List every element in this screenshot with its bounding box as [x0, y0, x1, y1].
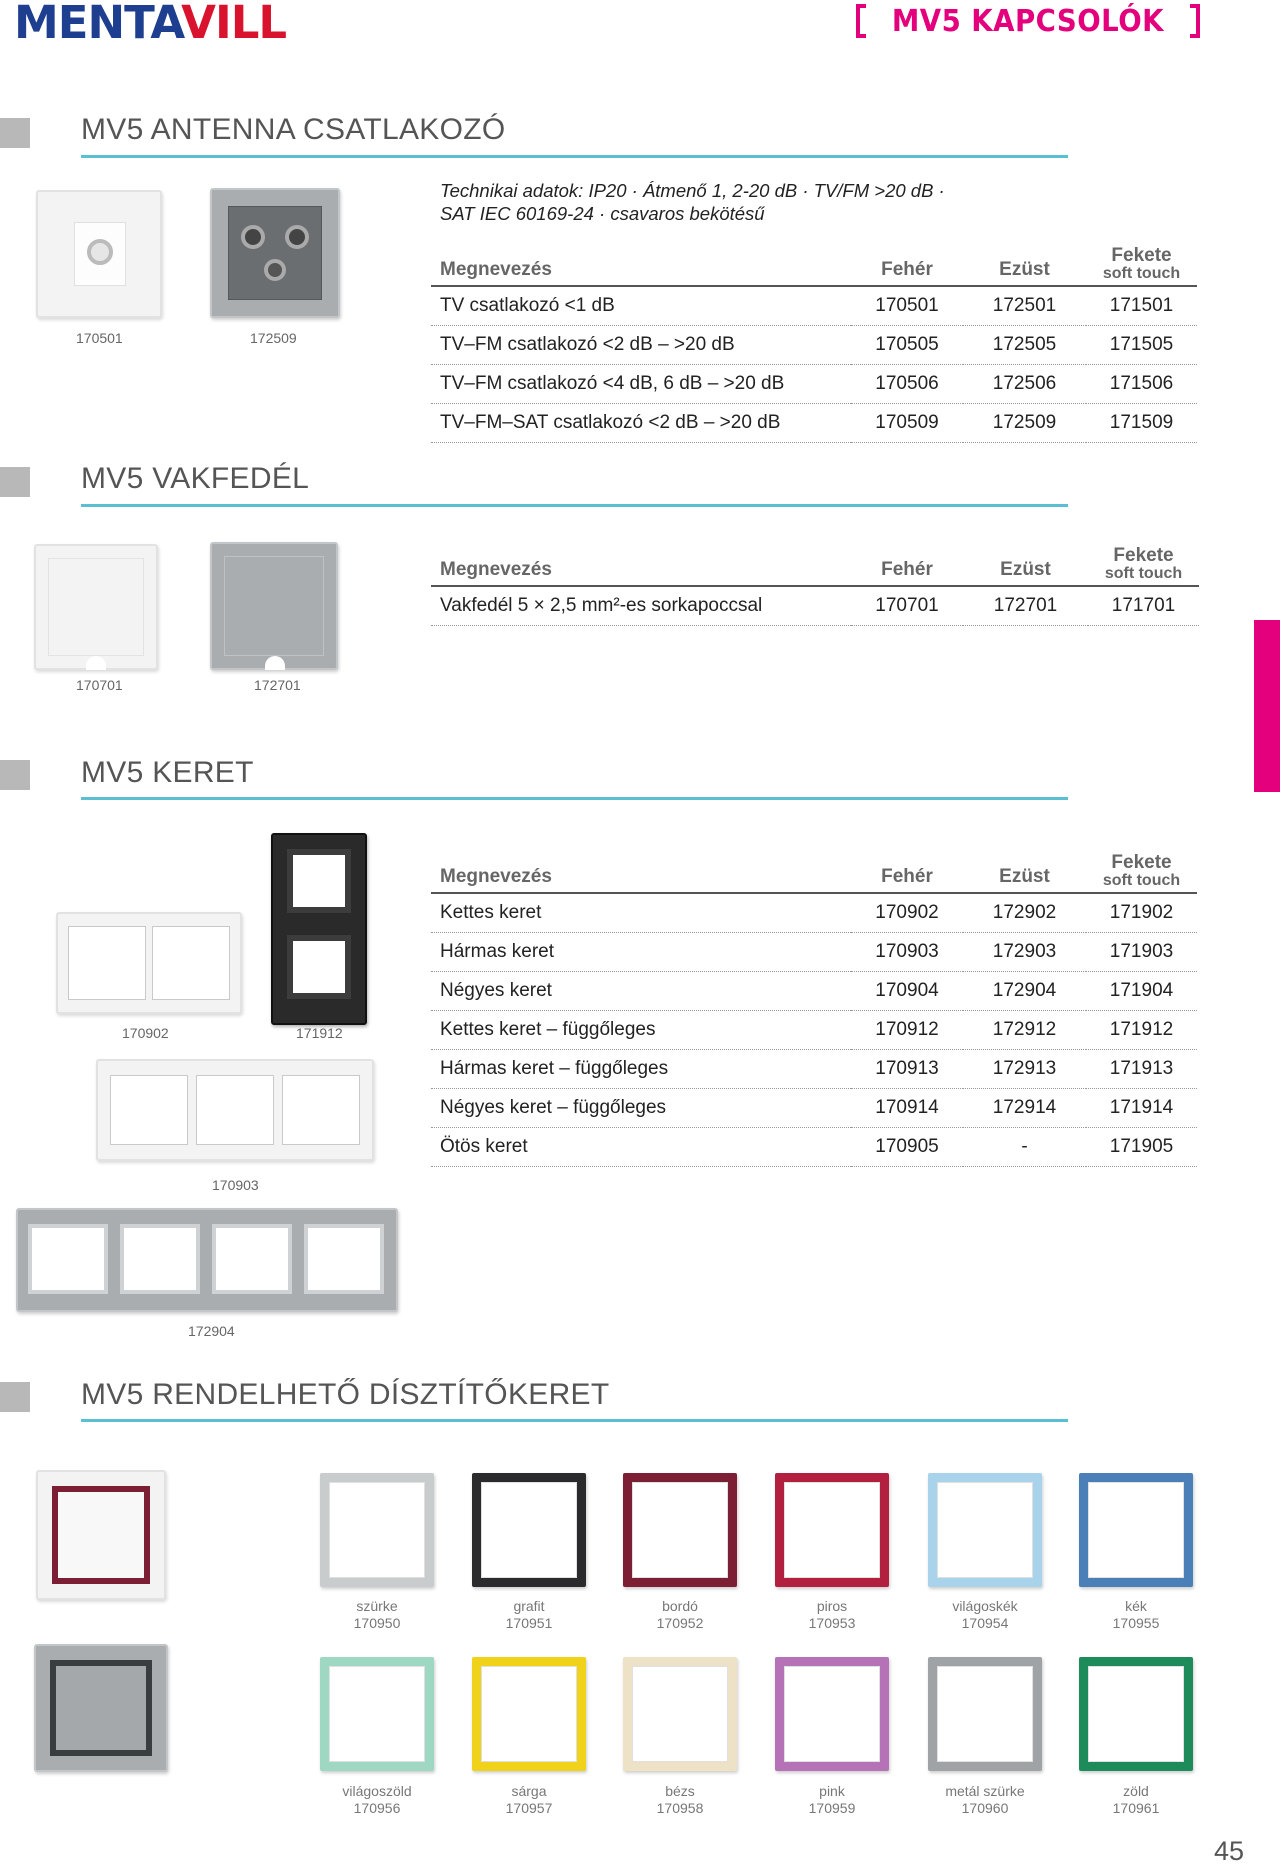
table-row: [431, 1128, 1197, 1167]
brand-logo-part2: VILL: [181, 0, 287, 49]
cell-code: -: [963, 1128, 1086, 1167]
decorative-frame-color-name: grafit: [513, 1598, 545, 1614]
decorative-frame-caption: [1066, 1598, 1206, 1632]
table-row: [431, 1050, 1197, 1089]
table-row: [431, 1089, 1197, 1128]
decorative-frame-color-name: metál szürke: [945, 1783, 1025, 1799]
image-caption: 172904: [188, 1323, 235, 1339]
table-row: [431, 972, 1197, 1011]
cell-code: 170912: [851, 1011, 963, 1050]
product-image-blank-white: [34, 544, 158, 670]
cell-name: Kettes keret – függőleges: [431, 1011, 851, 1050]
decorative-frame-code: 170960: [961, 1800, 1009, 1816]
product-image-frame-2-black-vertical: [271, 833, 367, 1025]
section-title-vakfedel: MV5 VAKFEDÉL: [81, 462, 310, 495]
cell-code: 171904: [1086, 972, 1197, 1011]
cell-code: 171506: [1086, 365, 1197, 404]
decorative-frame-code: 170950: [353, 1615, 401, 1631]
cell-code: 171914: [1086, 1089, 1197, 1128]
decorative-frame-color-name: sárga: [511, 1783, 547, 1799]
col-header-white: Fehér: [851, 245, 963, 286]
decorative-frame-code: 170957: [505, 1800, 553, 1816]
col-header-name: Megnevezés: [431, 852, 851, 893]
cell-name: Négyes keret – függőleges: [431, 1089, 851, 1128]
decorative-frame-caption: [307, 1783, 447, 1817]
decorative-frame-swatch: [775, 1657, 889, 1771]
col-header-silver: Ezüst: [963, 852, 1086, 893]
cell-code: 172902: [963, 893, 1086, 933]
product-image-frame-4-silver: [16, 1208, 398, 1312]
cell-code: 172701: [963, 586, 1088, 626]
cell-name: TV csatlakozó <1 dB: [431, 286, 851, 326]
decorative-frame-code: 170956: [353, 1800, 401, 1816]
decorative-frame-color-name: bézs: [665, 1783, 695, 1799]
decorative-frame-caption: [762, 1598, 902, 1632]
decorative-frame-caption: [610, 1598, 750, 1632]
cell-code: 170506: [851, 365, 963, 404]
cell-code: 172904: [963, 972, 1086, 1011]
decorative-frame-swatch: [1079, 1657, 1193, 1771]
section-marker: [0, 1382, 30, 1412]
decorative-frame-color-name: piros: [816, 1598, 848, 1614]
product-image-antenna-white: [36, 190, 162, 318]
col-header-black-label: Fekete: [1111, 245, 1172, 266]
image-caption: 170501: [76, 330, 123, 346]
table-row: [431, 326, 1197, 365]
cell-code: 171509: [1086, 404, 1197, 443]
decorative-frame-swatch: [472, 1657, 586, 1771]
decorative-frame-color-name: szürke: [356, 1598, 398, 1614]
cell-code: 170904: [851, 972, 963, 1011]
cell-name: Ötös keret: [431, 1128, 851, 1167]
cell-code: 170701: [851, 586, 963, 626]
table-row: [431, 933, 1197, 972]
col-header-black: [1088, 545, 1199, 586]
cell-code: 170501: [851, 286, 963, 326]
antenna-table: [431, 245, 1197, 443]
decorative-frame-color-name: kék: [1125, 1598, 1147, 1614]
cell-code: 171905: [1086, 1128, 1197, 1167]
section-rule: [81, 797, 1068, 800]
image-caption: 172701: [254, 677, 301, 693]
col-header-black-sub: soft touch: [1102, 265, 1181, 282]
section-title-keret: MV5 KERET: [81, 756, 254, 789]
technical-data-line: SAT IEC 60169-24 · csavaros bekötésű: [440, 203, 765, 224]
cell-code: 172913: [963, 1050, 1086, 1089]
decorative-frame-caption: [459, 1598, 599, 1632]
image-caption: 171912: [296, 1025, 343, 1041]
cell-code: 172501: [963, 286, 1086, 326]
cell-code: 170509: [851, 404, 963, 443]
col-header-black: [1086, 245, 1197, 286]
decorative-frame-swatch: [775, 1473, 889, 1587]
decorative-frame-color-name: zöld: [1123, 1783, 1149, 1799]
cell-code: 170905: [851, 1128, 963, 1167]
decorative-frame-caption: [915, 1783, 1055, 1817]
brand-logo: [14, 0, 287, 49]
bracket-left: [856, 4, 866, 38]
cell-name: TV–FM–SAT csatlakozó <2 dB – >20 dB: [431, 404, 851, 443]
table-row: [431, 893, 1197, 933]
brand-logo-part1: MENTA: [14, 0, 182, 49]
section-title-decorative-frames: MV5 RENDELHETŐ DÍSZTÍTŐKERET: [81, 1378, 610, 1411]
decorative-frame-swatch: [1079, 1473, 1193, 1587]
section-rule: [81, 504, 1068, 507]
table-row: [431, 286, 1197, 326]
product-image-white-with-bordeaux-frame: [36, 1470, 166, 1600]
series-title-text: MV5 KAPCSOLÓK: [892, 3, 1165, 39]
table-row: [431, 586, 1199, 626]
cell-name: Kettes keret: [431, 893, 851, 933]
decorative-frame-code: 170961: [1112, 1800, 1160, 1816]
decorative-frame-code: 170951: [505, 1615, 553, 1631]
decorative-frame-swatch: [623, 1473, 737, 1587]
decorative-frame-code: 170952: [656, 1615, 704, 1631]
decorative-frame-color-name: pink: [819, 1783, 845, 1799]
cell-code: 172509: [963, 404, 1086, 443]
cell-code: 170902: [851, 893, 963, 933]
col-header-silver: Ezüst: [963, 545, 1088, 586]
section-marker: [0, 118, 30, 148]
cell-name: Hármas keret: [431, 933, 851, 972]
col-header-white: Fehér: [851, 545, 963, 586]
decorative-frame-swatch: [928, 1657, 1042, 1771]
decorative-frame-swatch: [472, 1473, 586, 1587]
cell-code: 171913: [1086, 1050, 1197, 1089]
decorative-frame-code: 170955: [1112, 1615, 1160, 1631]
cell-code: 172914: [963, 1089, 1086, 1128]
decorative-frame-caption: [1066, 1783, 1206, 1817]
decorative-frame-code: 170953: [808, 1615, 856, 1631]
cell-code: 170913: [851, 1050, 963, 1089]
decorative-frame-caption: [459, 1783, 599, 1817]
image-caption: 172509: [250, 330, 297, 346]
product-image-frame-3-white: [96, 1059, 374, 1161]
decorative-frame-code: 170954: [961, 1615, 1009, 1631]
cell-code: 170505: [851, 326, 963, 365]
image-caption: 170903: [212, 1177, 259, 1193]
col-header-black-sub: soft touch: [1104, 565, 1183, 582]
cell-code: 171912: [1086, 1011, 1197, 1050]
cell-code: 171903: [1086, 933, 1197, 972]
col-header-name: Megnevezés: [431, 245, 851, 286]
cell-name: TV–FM csatlakozó <4 dB, 6 dB – >20 dB: [431, 365, 851, 404]
cell-name: Hármas keret – függőleges: [431, 1050, 851, 1089]
frame-table: [431, 852, 1197, 1167]
blank-cover-table: [431, 545, 1199, 626]
col-header-white: Fehér: [851, 852, 963, 893]
technical-data: [440, 179, 945, 225]
image-caption: 170701: [76, 677, 123, 693]
col-header-black: [1086, 852, 1197, 893]
table-row: [431, 1011, 1197, 1050]
cell-code: 171501: [1086, 286, 1197, 326]
section-marker: [0, 760, 30, 790]
decorative-frame-swatch: [320, 1657, 434, 1771]
cell-code: 170903: [851, 933, 963, 972]
section-rule: [81, 155, 1068, 158]
section-marker: [0, 467, 30, 497]
section-tab-marker: [1254, 620, 1280, 792]
col-header-name: Megnevezés: [431, 545, 851, 586]
cell-code: 171505: [1086, 326, 1197, 365]
decorative-frame-code: 170958: [656, 1800, 704, 1816]
section-title-antenna: MV5 ANTENNA CSATLAKOZÓ: [81, 113, 506, 146]
product-image-silver-with-graphite-frame: [34, 1644, 168, 1772]
decorative-frame-code: 170959: [808, 1800, 856, 1816]
section-rule: [81, 1419, 1068, 1422]
decorative-frame-caption: [762, 1783, 902, 1817]
product-image-frame-2-white: [56, 912, 242, 1014]
decorative-frame-caption: [610, 1783, 750, 1817]
product-image-antenna-silver: [210, 188, 340, 318]
decorative-frame-color-name: bordó: [662, 1598, 698, 1614]
decorative-frame-color-name: világoskék: [952, 1598, 1018, 1614]
cell-code: 172903: [963, 933, 1086, 972]
page-number: 45: [1213, 1836, 1244, 1866]
cell-code: 171701: [1088, 586, 1199, 626]
decorative-frame-swatch: [623, 1657, 737, 1771]
decorative-frame-caption: [307, 1598, 447, 1632]
decorative-frame-swatch: [320, 1473, 434, 1587]
cell-name: Négyes keret: [431, 972, 851, 1011]
bracket-right: [1190, 4, 1200, 38]
cell-name: TV–FM csatlakozó <2 dB – >20 dB: [431, 326, 851, 365]
cell-code: 172505: [963, 326, 1086, 365]
table-row: [431, 365, 1197, 404]
decorative-frame-swatch: [928, 1473, 1042, 1587]
table-row: [431, 404, 1197, 443]
cell-name: Vakfedél 5 × 2,5 mm²-es sorkapoccsal: [431, 586, 851, 626]
image-caption: 170902: [122, 1025, 169, 1041]
col-header-silver: Ezüst: [963, 245, 1086, 286]
decorative-frame-color-name: világoszöld: [342, 1783, 412, 1799]
col-header-black-label: Fekete: [1113, 545, 1174, 566]
decorative-frame-caption: [915, 1598, 1055, 1632]
product-image-blank-silver: [210, 542, 338, 670]
technical-data-line: Technikai adatok: IP20 · Átmenő 1, 2-20 dB · TV/FM >20 dB ·: [440, 180, 945, 201]
col-header-black-sub: soft touch: [1102, 872, 1181, 889]
cell-code: 172912: [963, 1011, 1086, 1050]
col-header-black-label: Fekete: [1111, 852, 1172, 873]
series-title: [856, 3, 1200, 39]
cell-code: 172506: [963, 365, 1086, 404]
cell-code: 170914: [851, 1089, 963, 1128]
cell-code: 171902: [1086, 893, 1197, 933]
